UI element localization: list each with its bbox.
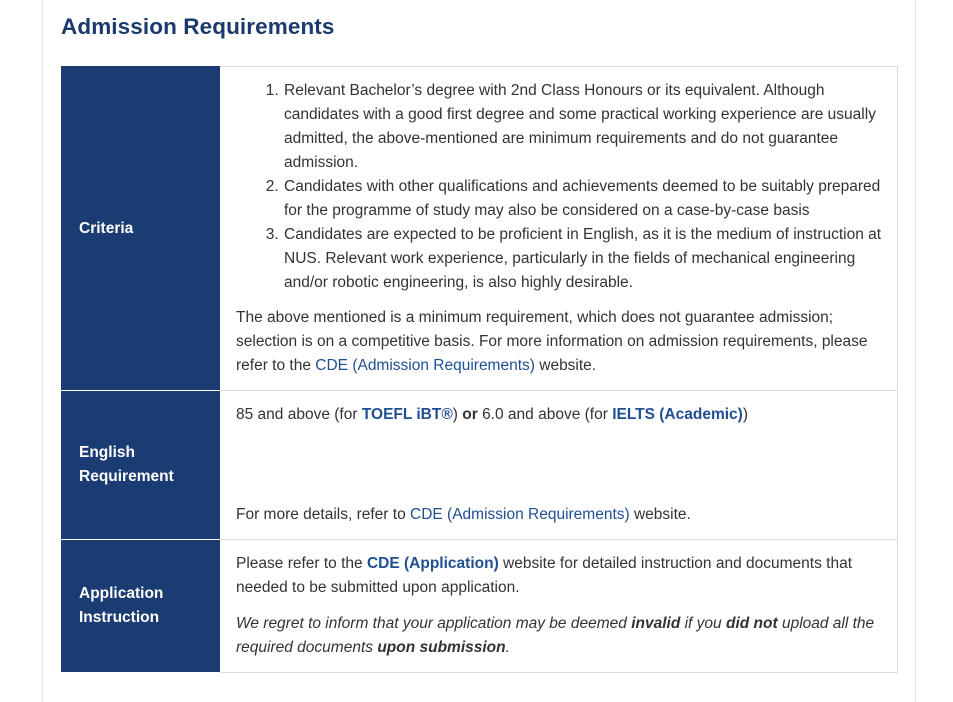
application-instruction-content	[220, 540, 898, 673]
criteria-row	[62, 67, 898, 391]
cde-admission-requirements-link[interactable]: CDE (Admission Requirements)	[315, 357, 535, 374]
application-instruction-row	[62, 540, 898, 673]
cde-admission-requirements-link-2[interactable]: CDE (Admission Requirements)	[410, 506, 630, 523]
english-requirement-label: English Requirement	[62, 391, 220, 540]
criteria-item-2: 2. Candidates with other qualifications and achievements deemed to be suitably prepared for the programme of study may also be considered on a case-by-case basis	[283, 175, 883, 223]
criteria-note: The above mentioned is a minimum requirement, which does not guarantee admission; selection is on a competitive basis. For more information on admission requirements, please refer to the CDE (Admission Requirements) website.	[236, 309, 868, 374]
page-left-border	[42, 0, 43, 702]
application-warning: We regret to inform that your application may be deemed invalid if you did not upload all the required documents upon submission.	[236, 615, 875, 656]
page-title: Admission Requirements	[61, 14, 335, 39]
application-instruction-text: Please refer to the CDE (Application) website for detailed instruction and documents that needed to be submitted upon application.	[236, 555, 853, 596]
english-requirement-row	[62, 391, 898, 540]
criteria-content	[220, 67, 898, 391]
english-scores: 85 and above (for TOEFL iBT®) or 6.0 and above (for IELTS (Academic))	[236, 406, 748, 423]
criteria-item-3: 3. Candidates are expected to be proficient in English, as it is the medium of instruction at NUS. Relevant work experience, particularly in the fields of mechanical engineering and/or robotic engineering, is also highly desirable.	[283, 223, 883, 295]
criteria-label: Criteria	[62, 67, 220, 391]
english-requirement-content	[220, 391, 898, 540]
criteria-item-1: 1. Relevant Bachelor’s degree with 2nd Class Honours or its equivalent. Although candidates with a good first degree and some practical working experience are usually admitted, the above-mentioned are minimum requirements and do not guarantee admission.	[283, 79, 883, 175]
ielts-link[interactable]: IELTS (Academic)	[612, 406, 743, 423]
toefl-link[interactable]: TOEFL iBT®	[361, 406, 453, 423]
english-more-details: For more details, refer to CDE (Admission Requirements) website.	[236, 506, 691, 523]
page-right-border	[915, 0, 916, 702]
criteria-list	[236, 79, 883, 295]
cde-application-link[interactable]: CDE (Application)	[366, 555, 499, 572]
admission-requirements-table	[61, 66, 898, 673]
application-instruction-label: Application Instruction	[62, 540, 220, 673]
